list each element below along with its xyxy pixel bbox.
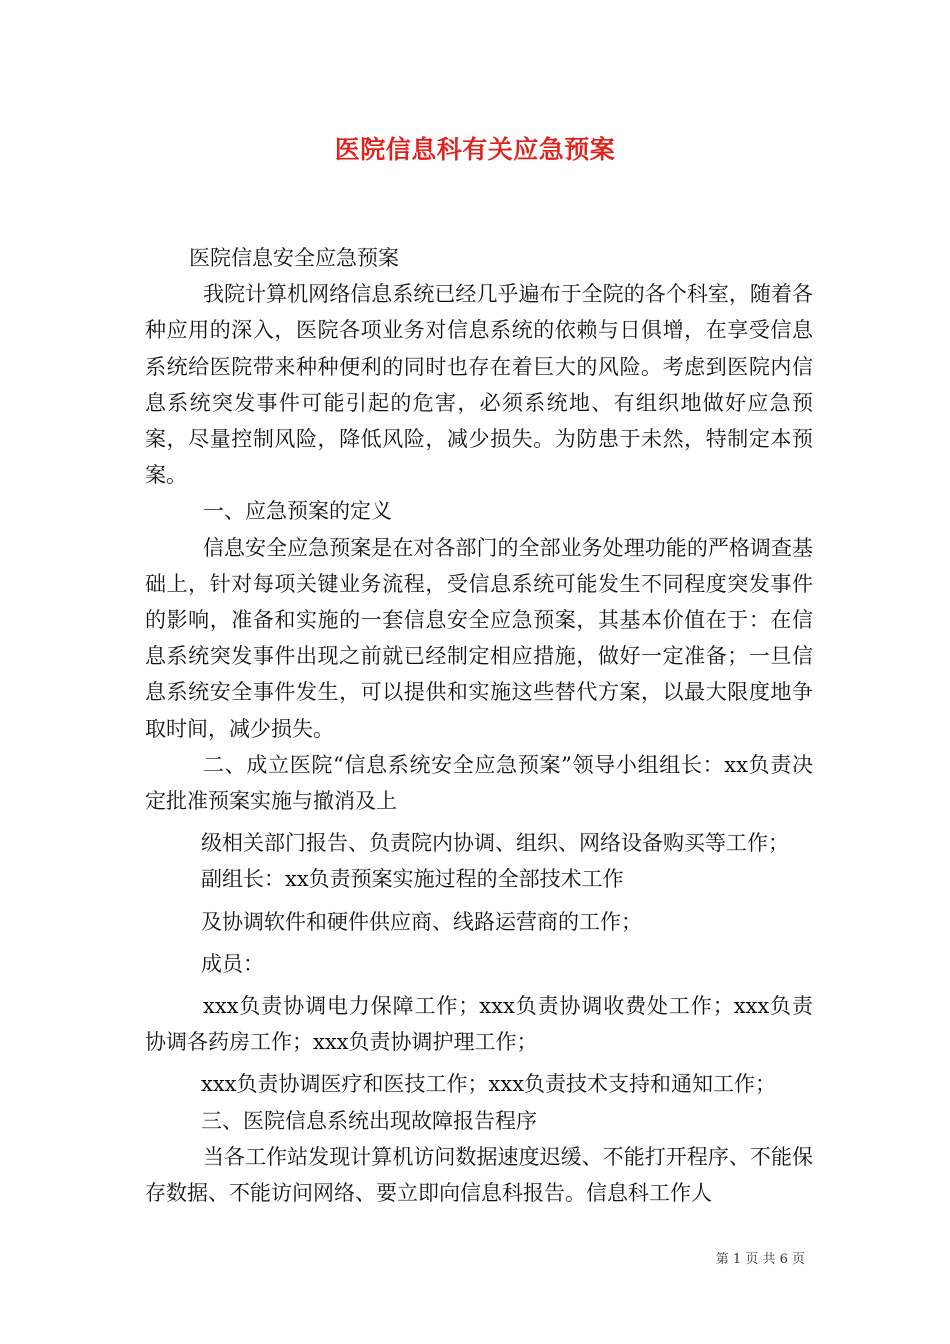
section-heading-2: 二、成立医院“信息系统安全应急预案”领导小组组长：xx负责决定批准预案实施与撤消及上: [145, 752, 813, 814]
page-number-footer: 第 1 页 共 6 页: [715, 1252, 805, 1267]
definition-paragraph: 信息安全应急预案是在对各部门的全部业务处理功能的严格调查基础上，针对每项关键业务流程，受信息系统可能发生不同程度突发事件的影响，准备和实施的一套信息安全应急预案，其基本价值在于：在信息系统突发事件出现之前就已经制定相应措施，做好一定准备；一旦信息系统安全事件发生，可以提供和实施这些替代方案，以最大限度地争取时间，减少损失。: [145, 535, 813, 741]
intro-paragraph: 我院计算机网络信息系统已经几乎遍布于全院的各个科室，随着各种应用的深入，医院各项业务对信息系统的依赖与日俱增，在享受信息系统给医院带来种种便利的同时也存在着巨大的风险。考虑到医院内信息系统突发事件可能引起的危害，必须系统地、有组织地做好应急预案，尽量控制风险，降低风险，减少损失。为防患于未然，特制定本预案。: [145, 282, 813, 488]
deputy-leader-duties: 及协调软件和硬件供应商、线路运营商的工作；: [201, 909, 642, 934]
members-label: 成员：: [201, 951, 264, 976]
fault-report-paragraph: 当各工作站发现计算机访问数据速度迟缓、不能打开程序、不能保存数据、不能访问网络、要立即向信息科报告。信息科工作人: [145, 1144, 813, 1206]
section-heading-3: 三、医院信息系统出现故障报告程序: [201, 1108, 537, 1133]
leader-duties-continued: 级相关部门报告、负责院内协调、组织、网络设备购买等工作；: [201, 831, 789, 856]
section-subtitle: 医院信息安全应急预案: [189, 246, 399, 270]
document-body: [145, 240, 813, 1211]
deputy-leader-line: 副组长：xx负责预案实施过程的全部技术工作: [201, 867, 624, 892]
members-duties-2: xxx负责协调医疗和医技工作；xxx负责技术支持和通知工作；: [201, 1072, 777, 1097]
document-title: 医院信息科有关应急预案: [334, 135, 616, 164]
members-duties-1: xxx负责协调电力保障工作；xxx负责协调收费处工作；xxx负责协调各药房工作；xxx负责协调护理工作；: [145, 994, 813, 1055]
section-heading-1: 一、应急预案的定义: [203, 499, 392, 524]
